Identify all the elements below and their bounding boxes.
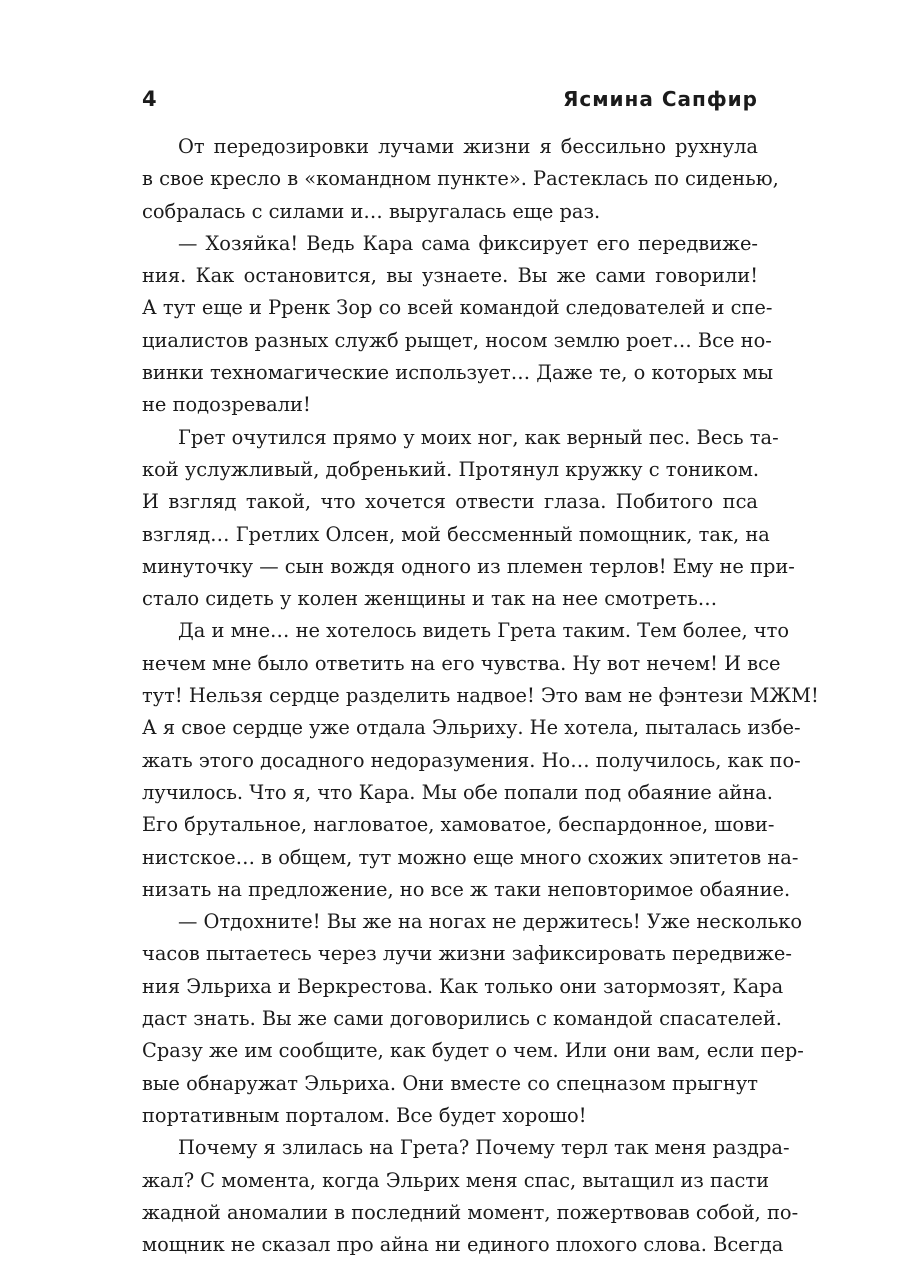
text-line: А я свое сердце уже отдала Эльриху. Не хотела, пыталась избе- <box>142 716 801 740</box>
text-line: циалистов разных служб рыщет, носом землю роет… Все но- <box>142 328 772 352</box>
author-name: Ясмина Сапфир <box>562 87 758 111</box>
text-line: собралась с силами и… выругалась еще раз. <box>142 199 601 223</box>
text-line: И взгляд такой, что хочется отвести глаза. Побитого пса <box>142 490 758 514</box>
text-line: даст знать. Вы же сами договорились с командой спасателей. <box>142 1007 782 1031</box>
text-line: Грет очутился прямо у моих ног, как верный пес. Весь та- <box>178 425 779 449</box>
text-line: жать этого досадного недоразумения. Но… получилось, как по- <box>142 748 801 772</box>
text-line: От передозировки лучами жизни я бессильно рухнула <box>178 135 758 158</box>
text-line: А тут еще и Рренк Зор со всей командой следователей и спе- <box>142 296 773 320</box>
text-line: Почему я злилась на Грета? Почему терл так меня раздра- <box>178 1136 790 1160</box>
text-line: нистское… в общем, тут можно еще много схожих эпитетов на- <box>142 845 799 869</box>
page-number: 4 <box>142 87 157 111</box>
text-line: портативным порталом. Все будет хорошо! <box>142 1103 587 1127</box>
text-line: ния. Как остановится, вы узнаете. Вы же сами говорили! <box>142 264 758 288</box>
text-line: тут! Нельзя сердце разделить надвое! Это вам не фэнтези МЖМ! <box>142 684 819 708</box>
body-text <box>142 131 819 1261</box>
text-line: минуточку — сын вождя одного из племен терлов! Ему не при- <box>142 554 795 578</box>
text-line: винки техномагические использует… Даже те, о которых мы <box>142 361 774 385</box>
text-line: — Хозяйка! Ведь Кара сама фиксирует его передвиже- <box>178 231 758 255</box>
text-line: часов пытаетесь через лучи жизни зафиксировать передвиже- <box>142 942 792 966</box>
text-line: в свое кресло в «командном пункте». Растеклась по сиденью, <box>142 167 779 191</box>
text-line: кой услужливый, добренький. Протянул кружку с тоником. <box>142 457 760 481</box>
text-line: взгляд… Гретлих Олсен, мой бессменный помощник, так, на <box>142 522 770 546</box>
text-line: жадной аномалии в последний момент, пожертвовав собой, по- <box>142 1200 799 1224</box>
text-line: нечем мне было ответить на его чувства. Ну вот нечем! И все <box>142 651 781 675</box>
text-line: — Отдохните! Вы же на ногах не держитесь! Уже несколько <box>178 910 803 934</box>
text-line: мощник не сказал про айна ни единого плохого слова. Всегда <box>142 1233 784 1257</box>
text-line: лучилось. Что я, что Кара. Мы обе попали под обаяние айна. <box>142 780 773 804</box>
text-line: Да и мне… не хотелось видеть Грета таким. Тем более, что <box>178 619 790 643</box>
running-header <box>142 82 758 116</box>
text-line: вые обнаружат Эльриха. Они вместе со спецназом прыгнут <box>142 1071 758 1095</box>
text-line: Его брутальное, нагловатое, хамоватое, беспардонное, шови- <box>142 813 775 837</box>
text-line: жал? С момента, когда Эльрих меня спас, вытащил из пасти <box>142 1168 770 1192</box>
text-line: не подозревали! <box>142 393 311 417</box>
text-line: Сразу же им сообщите, как будет о чем. Или они вам, если пер- <box>142 1039 804 1063</box>
text-line: стало сидеть у колен женщины и так на нее смотреть… <box>142 587 718 611</box>
text-line: ния Эльриха и Веркрестова. Как только они затормозят, Кара <box>142 974 784 998</box>
text-line: низать на предложение, но все ж таки неповторимое обаяние. <box>142 877 791 901</box>
